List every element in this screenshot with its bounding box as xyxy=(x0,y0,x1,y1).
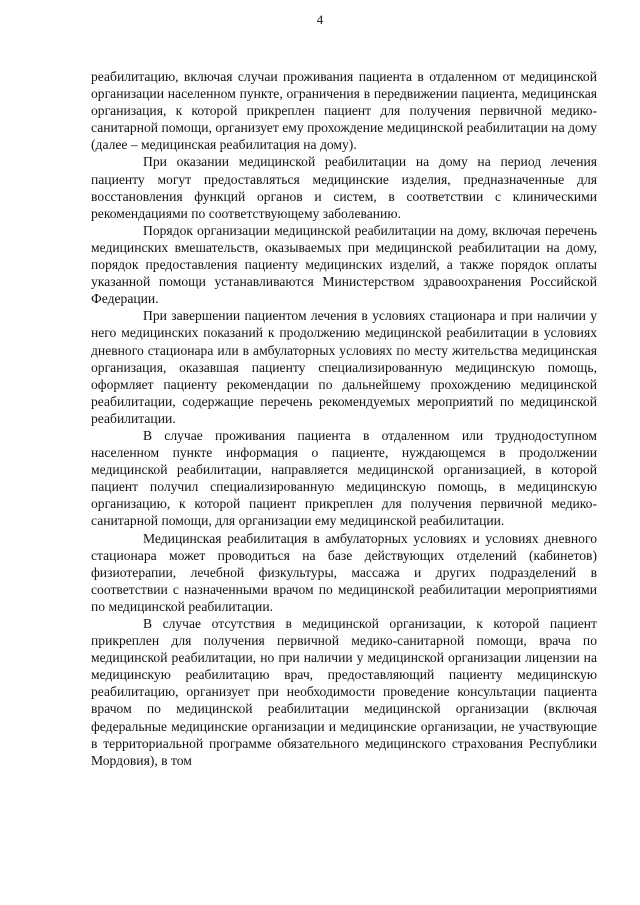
page-number: 4 xyxy=(316,12,324,27)
paragraph-no-rehab-doctor: В случае отсутствия в медицинской организации, к которой пациент прикреплен для получения первичной медико-санитарной помощи, врача по медицинской реабилитации, но при наличии у медицинской организации лицензии на медицинскую реабилитацию врач, предоставляющий пациенту медицинскую реабилитацию, организует при необходимости проведение консультации пациента врачом по медицинской реабилитации медицинской организации (включая федеральные медицинские организации и медицинские организации, не участвующие в территориальной программе обязательного медицинского страхования Республики Мордовия), в том xyxy=(91,616,597,768)
paragraph-outpatient-rehab: Медицинская реабилитация в амбулаторных условиях и условиях дневного стационара может проводиться на базе действующих отделений (кабинетов) физиотерапии, лечебной физкультуры, массажа и других подразделений в соответствии с назначенными врачом по медицинской реабилитации мероприятиями по медицинской реабилитации. xyxy=(91,530,597,614)
paragraph-remote-residence: В случае проживания пациента в отдаленном или труднодоступном населенном пункте информация о пациенте, нуждающемся в продолжении медицинской реабилитации, направляется медицинской организацией, в которой пациент получил специализированную медицинскую помощь, в медицинскую организацию, к которой пациент прикреплен для получения первичной медико-санитарной помощи, для организации ему медицинской реабилитации. xyxy=(91,427,597,529)
document-body xyxy=(91,68,597,769)
paragraph-discharge-recommendations: При завершении пациентом лечения в условиях стационара и при наличии у него медицинских показаний к продолжению медицинской реабилитации в условиях дневного стационара или в амбулаторных условиях по месту жительства медицинская организация, оказавшая пациенту специализированную медицинскую помощь, оформляет пациенту рекомендации по дальнейшему прохождению медицинской реабилитации, содержащие перечень рекомендуемых мероприятий по медицинской реабилитации. xyxy=(91,308,597,426)
paragraph-home-rehab-devices: При оказании медицинской реабилитации на дому на период лечения пациенту могут предоставляться медицинские изделия, предназначенные для восстановления функций органов и систем, в соответствии с клиническими рекомендациями по соответствующему заболеванию. xyxy=(91,154,597,221)
paragraph-home-rehab-procedure: Порядок организации медицинской реабилитации на дому, включая перечень медицинских вмешательств, оказываемых при медицинской реабилитации на дому, порядок предоставления пациенту медицинских изделий, а также порядок оплаты указанной помощи устанавливаются Министерством здравоохранения Российской Федерации. xyxy=(91,222,597,307)
paragraph-continuation: реабилитацию, включая случаи проживания пациента в отдаленном от медицинской организации населенном пункте, ограничения в передвижении пациента, медицинская организация, к которой прикреплен пациент для получения первичной медико-санитарной помощи, организует ему прохождение медицинской реабилитации на дому (далее – медицинская реабилитация на дому). xyxy=(91,69,597,153)
